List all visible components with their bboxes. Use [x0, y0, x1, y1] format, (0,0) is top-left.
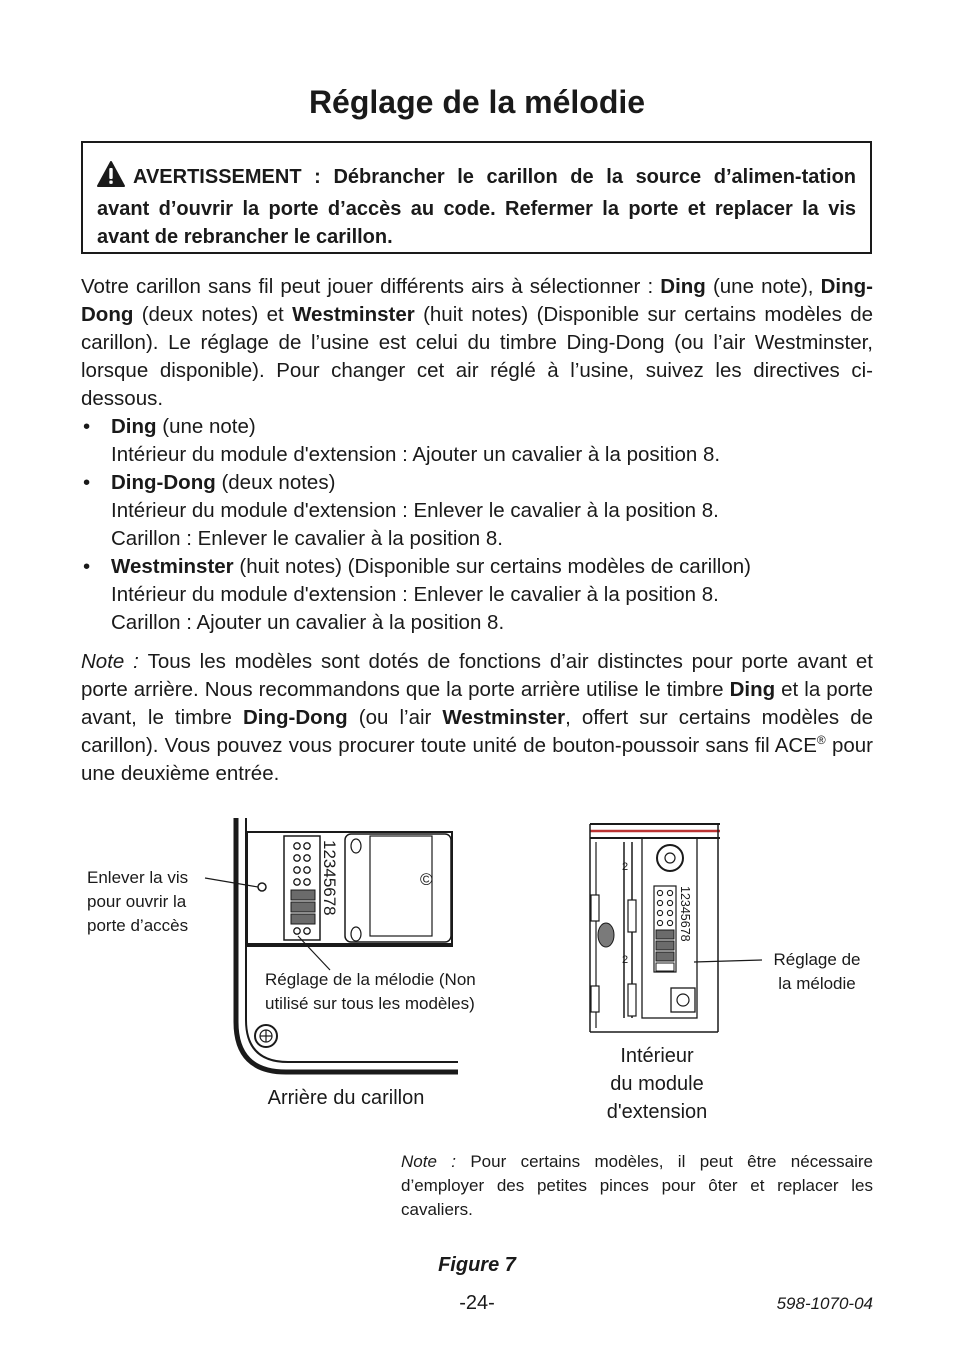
- ding-term: Ding: [660, 275, 706, 298]
- figure-caption: Figure 7: [438, 1254, 516, 1276]
- note-paragraph: Note : Tous les modèles sont dotés de fonctions d’air distinctes pour porte avant et porte arrière. Nous recommandons que la porte arrière utilise le timbre Ding et la porte avant, le timbre Ding-Dong (ou l’air Westminster, offert sur certains modèles de carillon). Vous pouvez vous procurer toute unité de bouton-poussoir sans fil ACE® pour une deuxième entrée.: [81, 650, 873, 785]
- screw-label: Enlever la vis pour ouvrir la porte d’accès: [87, 868, 189, 935]
- pliers-note: Note : Pour certains modèles, il peut être nécessaire d’employer des petites pinces pour ôter et replacer les cavaliers.: [401, 1152, 873, 1219]
- page-number: -24-: [459, 1292, 495, 1314]
- position-digits: 12345678: [320, 840, 339, 916]
- list-item: • Ding-Dong (deux notes) Intérieur du module d'extension : Enlever le cavalier à la position 8. Carillon : Enlever le cavalier à la position 8.: [83, 471, 719, 550]
- list-item: • Westminster (huit notes) (Disponible sur certains modèles de carillon) Intérieur du module d'extension : Enlever le cavalier à la position 8. Carillon : Ajouter un cavalier à la position 8.: [83, 555, 751, 634]
- chime-back-caption: Arrière du carillon: [267, 1087, 425, 1109]
- module-side-mark-1: 2: [622, 861, 629, 873]
- module-melody-label: Réglage de la mélodie: [773, 950, 861, 993]
- warning-text: Débrancher le carillon de la source d’alimen-tation avant d’ouvrir la porte d’accès au code. Refermer la porte et replacer la vis avant de rebrancher le carillon.: [97, 166, 856, 248]
- dingdong-term: Ding-Dong: [81, 275, 873, 326]
- warning-label: AVERTISSEMENT :: [133, 166, 334, 188]
- module-digits: [678, 886, 698, 976]
- melody-setting-label: Réglage de la mélodie (Non utilisé sur tous les modèles): [265, 970, 476, 1013]
- module-position-digits: 12345678: [678, 886, 692, 942]
- document-id: 598-1070-04: [776, 1294, 873, 1313]
- list-item: • Ding (une note) Intérieur du module d'extension : Ajouter un cavalier à la position 8.: [83, 415, 721, 466]
- copyright-mark: ©: [420, 870, 433, 889]
- intro-paragraph: Votre carillon sans fil peut jouer différents airs à sélectionner : Ding (une note), Ding-Dong (deux notes) et Westminster (huit notes) (Disponible sur certains modèles de carillon). Le réglage de l’usine est celui du timbre Ding-Dong (ou l’air Westminster, lorsque disponible). Pour changer cet air réglé à l’usine, suivez les directives ci-dessous.: [81, 275, 873, 410]
- module-caption: Intérieur du module d'extension: [606, 1045, 708, 1123]
- westminster-term: Westminster: [292, 303, 415, 326]
- page-title: Réglage de la mélodie: [308, 84, 646, 120]
- module-side-mark-2: 2: [622, 954, 629, 966]
